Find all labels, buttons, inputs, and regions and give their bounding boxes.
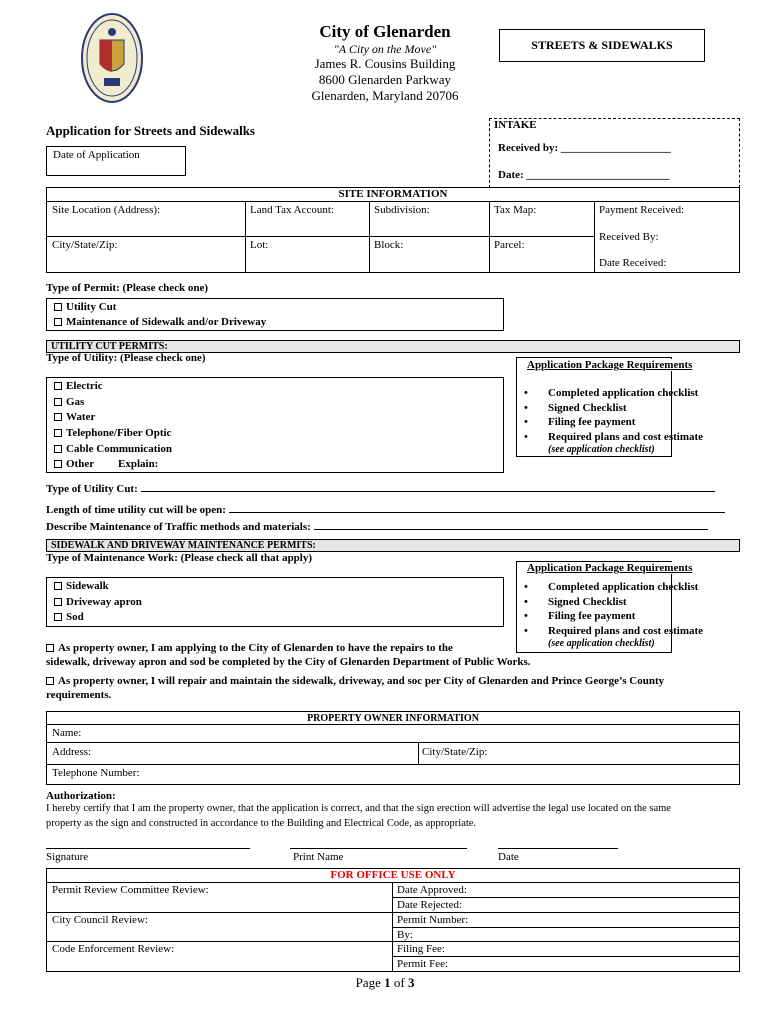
code-enforcement-review-field[interactable]: Code Enforcement Review:	[52, 943, 175, 955]
checkbox-icon[interactable]	[54, 382, 62, 390]
city-motto: "A City on the Move"	[333, 42, 437, 56]
sidewalk-requirements-list	[520, 580, 750, 649]
permit-number-field[interactable]: Permit Number:	[397, 914, 469, 926]
city-state-zip-field[interactable]: City/State/Zip:	[52, 239, 118, 251]
owner-info-title: PROPERTY OWNER INFORMATION	[307, 713, 479, 724]
city-council-review-field[interactable]: City Council Review:	[52, 914, 148, 926]
date-approved-field[interactable]: Date Approved:	[397, 884, 467, 896]
owner-city-state-zip-field[interactable]: City/State/Zip:	[422, 746, 488, 758]
date-of-application-field[interactable]	[46, 146, 186, 176]
date-of-application-label: Date of Application	[53, 149, 140, 161]
list-item: • Required plans and cost estimate	[520, 430, 750, 445]
utility-cut-type-field[interactable]: Type of Utility Cut:	[46, 481, 715, 495]
owner-address-field[interactable]: Address:	[52, 746, 92, 758]
list-item: • Completed application checklist	[520, 386, 750, 401]
permit-option-maintenance[interactable]: Maintenance of Sidewalk and/or Driveway	[54, 316, 266, 328]
utility-req-title: Application Package Requirements	[527, 359, 693, 371]
intake-box	[489, 118, 740, 188]
intake-date[interactable]: Date: __________________________	[498, 169, 670, 181]
permit-fee-field[interactable]: Permit Fee:	[397, 958, 449, 970]
list-item: • Filing fee payment	[520, 415, 750, 430]
utility-cut-band: UTILITY CUT PERMITS:	[46, 340, 740, 353]
checkbox-icon[interactable]	[54, 445, 62, 453]
address-city: Glenarden, Maryland 20706	[311, 88, 459, 103]
owner-name-field[interactable]: Name:	[52, 727, 82, 739]
maintenance-option-sod[interactable]: Sod	[54, 611, 84, 623]
city-name: City of Glenarden	[319, 22, 451, 41]
utility-option-gas[interactable]: Gas	[54, 396, 84, 408]
list-item: • Filing fee payment	[520, 609, 750, 624]
owner-city-repair-option[interactable]: As property owner, I am applying to the City of Glenarden to have the repairs to the	[46, 642, 453, 654]
owner-self-repair-option[interactable]: As property owner, I will repair and maintain the sidewalk, driveway, and soc per City of Glenarden and Prince George’s County	[46, 675, 664, 687]
lot-field[interactable]: Lot:	[250, 239, 269, 251]
site-location-field[interactable]: Site Location (Address):	[52, 204, 161, 216]
checkbox-icon[interactable]	[54, 398, 62, 406]
utility-option-other[interactable]: Other	[54, 458, 94, 470]
permit-option-utility-cut[interactable]: Utility Cut	[54, 301, 116, 313]
address-building: James R. Cousins Building	[314, 56, 456, 71]
intake-received-by[interactable]: Received by: ____________________	[498, 142, 671, 154]
sidewalk-req-title: Application Package Requirements	[527, 562, 693, 574]
authorization-text-2: property as the sign and constructed in accordance to the Building and Electrical Code, as appropriate.	[46, 818, 477, 829]
sidewalk-band: SIDEWALK AND DRIVEWAY MAINTENANCE PERMITS:	[46, 539, 740, 552]
list-item: • Signed Checklist	[520, 595, 750, 610]
filing-fee-field[interactable]: Filing Fee:	[397, 943, 445, 955]
address-street: 8600 Glenarden Parkway	[318, 72, 452, 87]
owner-info-table	[46, 711, 740, 785]
traffic-methods-field[interactable]: Describe Maintenance of Traffic methods and materials:	[46, 519, 708, 533]
permit-type-label: Type of Permit: (Please check one)	[46, 282, 208, 294]
signature-date-field[interactable]: Date	[498, 851, 519, 863]
checkbox-icon[interactable]	[46, 644, 54, 652]
maintenance-option-sidewalk[interactable]: Sidewalk	[54, 580, 109, 592]
utility-option-cable[interactable]: Cable Communication	[54, 443, 172, 455]
utility-type-label: Type of Utility: (Please check one)	[46, 352, 206, 364]
subdivision-field[interactable]: Subdivision:	[374, 204, 430, 216]
list-note: (see application checklist)	[548, 638, 655, 649]
page-number: Page 1 of 3	[355, 975, 415, 990]
checkbox-icon[interactable]	[54, 413, 62, 421]
block-field[interactable]: Block:	[374, 239, 404, 251]
list-item: • Signed Checklist	[520, 401, 750, 416]
intake-title: INTAKE	[494, 119, 537, 131]
land-tax-field[interactable]: Land Tax Account:	[250, 204, 334, 216]
utility-requirements-list	[520, 386, 750, 455]
owner-self-repair-text: requirements.	[46, 689, 112, 701]
checkbox-icon[interactable]	[54, 598, 62, 606]
date-rejected-field[interactable]: Date Rejected:	[397, 899, 463, 911]
received-by-field[interactable]: Received By:	[599, 231, 659, 243]
utility-option-electric[interactable]: Electric	[54, 380, 103, 392]
utility-option-telephone[interactable]: Telephone/Fiber Optic	[54, 427, 171, 439]
by-field[interactable]: By:	[397, 929, 413, 941]
utility-explain-field[interactable]: Explain:	[118, 458, 159, 470]
payment-received-field[interactable]: Payment Received:	[599, 204, 685, 216]
form-title: Application for Streets and Sidewalks	[46, 123, 255, 138]
checkbox-icon[interactable]	[54, 613, 62, 621]
list-note: (see application checklist)	[548, 444, 655, 455]
department-box: STREETS & SIDEWALKS	[499, 29, 705, 62]
print-name-field[interactable]: Print Name	[293, 851, 344, 863]
parcel-field[interactable]: Parcel:	[494, 239, 525, 251]
owner-city-repair-text: sidewalk, driveway apron and sod be completed by the City of Glenarden Department of Public Works.	[46, 656, 531, 668]
maintenance-type-label: Type of Maintenance Work: (Please check all that apply)	[46, 552, 313, 564]
checkbox-icon[interactable]	[54, 460, 62, 468]
checkbox-icon[interactable]	[54, 582, 62, 590]
signature-field[interactable]: Signature	[46, 851, 89, 863]
utility-option-water[interactable]: Water	[54, 411, 95, 423]
checkbox-icon[interactable]	[54, 429, 62, 437]
office-use-title: FOR OFFICE USE ONLY	[330, 869, 456, 881]
permit-review-field[interactable]: Permit Review Committee Review:	[52, 884, 209, 896]
list-item: • Required plans and cost estimate	[520, 624, 750, 639]
date-received-field[interactable]: Date Received:	[599, 257, 667, 269]
checkbox-icon[interactable]	[46, 677, 54, 685]
authorization-title: Authorization:	[46, 790, 116, 802]
checkbox-icon[interactable]	[54, 318, 62, 326]
tax-map-field[interactable]: Tax Map:	[494, 204, 537, 216]
owner-telephone-field[interactable]: Telephone Number:	[52, 767, 140, 779]
authorization-text-1: I hereby certify that I am the property owner, that the application is correct, and that the sign erection will advertise the legal use located on the same	[46, 803, 671, 814]
checkbox-icon[interactable]	[54, 303, 62, 311]
site-info-title: SITE INFORMATION	[338, 188, 448, 200]
utility-length-field[interactable]: Length of time utility cut will be open:	[46, 502, 725, 516]
utility-type-box	[46, 377, 504, 473]
maintenance-option-driveway[interactable]: Driveway apron	[54, 596, 142, 608]
list-item: • Completed application checklist	[520, 580, 750, 595]
